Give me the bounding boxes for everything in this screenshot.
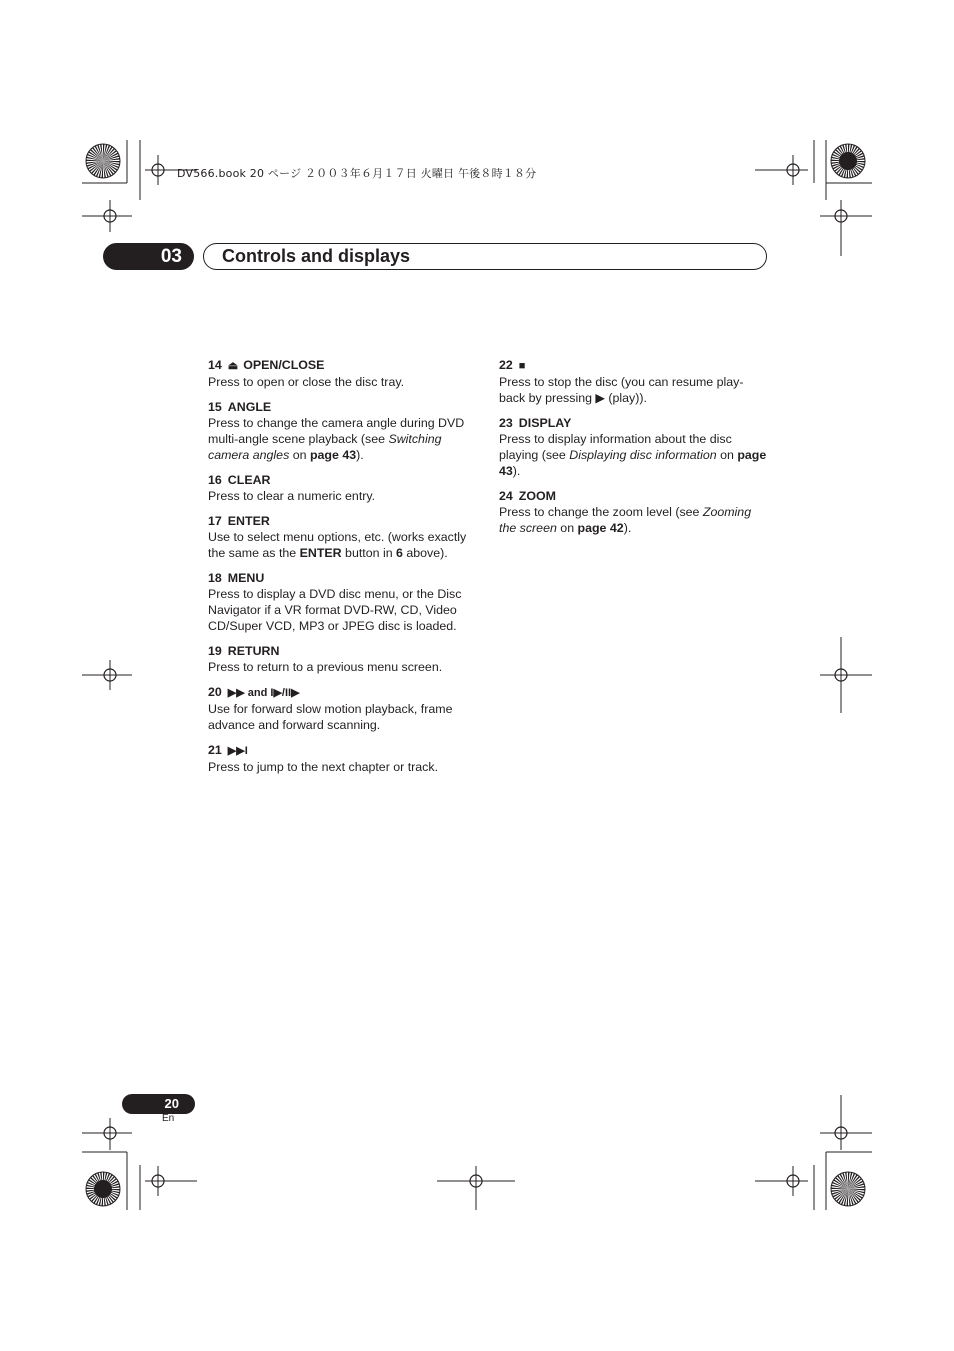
control-description	[208, 701, 480, 733]
registration-target-icon	[831, 144, 865, 178]
control-label: MENU	[227, 571, 265, 585]
control-number: 21	[208, 743, 222, 757]
description-text: Press to display information about the disc playing (see	[499, 432, 732, 462]
control-number: 22	[499, 358, 513, 372]
description-text: above).	[402, 546, 448, 560]
chapter-title: Controls and displays	[222, 246, 411, 266]
control-description	[208, 586, 480, 634]
description-text: on	[716, 448, 738, 462]
control-item-22	[499, 357, 767, 406]
control-item-14	[208, 357, 480, 390]
control-number: 19	[208, 644, 222, 658]
control-item-heading	[208, 399, 480, 415]
control-label: OPEN/CLOSE	[243, 358, 325, 372]
description-reference: page 42	[577, 521, 624, 535]
control-label: DISPLAY	[518, 416, 572, 430]
control-number: 17	[208, 514, 222, 528]
description-reference: page 43	[499, 448, 767, 478]
registration-target-icon	[831, 1172, 865, 1206]
description-text: Press to change the camera angle during DVD multi-angle scene playback (see	[208, 416, 465, 446]
description-reference: ENTER	[299, 546, 342, 560]
control-item-24	[499, 488, 767, 536]
control-item-heading	[208, 684, 480, 701]
page-number: 20	[122, 1094, 195, 1114]
control-item-heading	[499, 357, 767, 374]
control-description	[208, 488, 480, 504]
control-symbol-icon: ▶▶I	[227, 745, 248, 757]
description-reference: Zooming the screen	[499, 505, 752, 535]
control-item-heading	[499, 415, 767, 431]
registration-target-icon	[86, 1172, 120, 1206]
description-text: Press to return to a previous menu screen.	[208, 660, 443, 674]
control-item-heading	[208, 570, 480, 586]
right-column	[499, 357, 767, 545]
control-label: ENTER	[227, 514, 270, 528]
control-item-18	[208, 570, 480, 634]
description-text: Press to open or close the disc tray.	[208, 375, 405, 389]
control-item-heading	[208, 742, 480, 759]
control-symbol-icon: ⏏	[227, 360, 239, 372]
control-description	[208, 415, 480, 463]
control-description	[208, 529, 480, 561]
control-number: 15	[208, 400, 222, 414]
control-number: 18	[208, 571, 222, 585]
control-item-heading	[208, 513, 480, 529]
control-symbol-icon: ■	[518, 360, 526, 372]
description-reference: page 43	[309, 448, 357, 462]
control-item-19	[208, 643, 480, 675]
description-text: on	[556, 521, 578, 535]
control-number: 23	[499, 416, 513, 430]
control-description	[499, 431, 767, 479]
control-item-heading	[208, 472, 480, 488]
control-number: 24	[499, 489, 513, 503]
chapter-number-badge: 03	[103, 243, 194, 270]
description-text: Press to jump to the next chapter or track.	[208, 760, 439, 774]
page-language: En	[162, 1113, 175, 1124]
description-reference: Switching camera angles	[208, 432, 442, 462]
chapter-title-bar	[203, 243, 767, 270]
description-text: on	[289, 448, 310, 462]
control-symbol-icon: ▶▶ and I▶/II▶	[227, 687, 300, 699]
description-text: Use to select menu options, etc. (works exactly the same as the	[208, 530, 467, 560]
registration-target-icon	[86, 144, 120, 178]
control-label: CLEAR	[227, 473, 271, 487]
control-number: 20	[208, 685, 222, 699]
left-column	[208, 357, 480, 784]
control-number: 14	[208, 358, 222, 372]
control-item-16	[208, 472, 480, 504]
description-text: Press to clear a numeric entry.	[208, 489, 376, 503]
control-item-17	[208, 513, 480, 561]
description-text: ).	[356, 448, 364, 462]
control-label: ZOOM	[518, 489, 556, 503]
print-header: DV566.book 20 ページ ２００３年６月１７日 火曜日 午後８時１８分	[177, 167, 537, 180]
description-text: Press to change the zoom level (see	[499, 505, 703, 519]
control-item-heading	[208, 357, 480, 374]
control-item-heading	[208, 643, 480, 659]
control-description	[208, 759, 480, 775]
description-text: Use for forward slow motion playback, frame advance and forward scanning.	[208, 702, 453, 732]
control-description	[499, 504, 767, 536]
control-number: 16	[208, 473, 222, 487]
control-item-heading	[499, 488, 767, 504]
description-text: Press to display a DVD disc menu, or the Disc Navigator if a VR format DVD-RW, CD, Video CD/Super VCD, MP3 or JPEG disc is loaded.	[208, 587, 462, 633]
description-text: ).	[623, 521, 632, 535]
description-reference: Displaying disc information	[569, 448, 717, 462]
control-description	[499, 374, 767, 406]
control-label: RETURN	[227, 644, 280, 658]
control-item-20	[208, 684, 480, 733]
control-description	[208, 659, 480, 675]
description-text: button in	[341, 546, 397, 560]
description-text: Press to stop the disc (you can resume play-back by pressing ▶ (play)).	[499, 375, 744, 405]
control-label: ANGLE	[227, 400, 272, 414]
control-item-21	[208, 742, 480, 775]
description-text: ).	[512, 464, 521, 478]
control-item-15	[208, 399, 480, 463]
description-reference: 6	[396, 546, 403, 560]
control-description	[208, 374, 480, 390]
control-item-23	[499, 415, 767, 479]
